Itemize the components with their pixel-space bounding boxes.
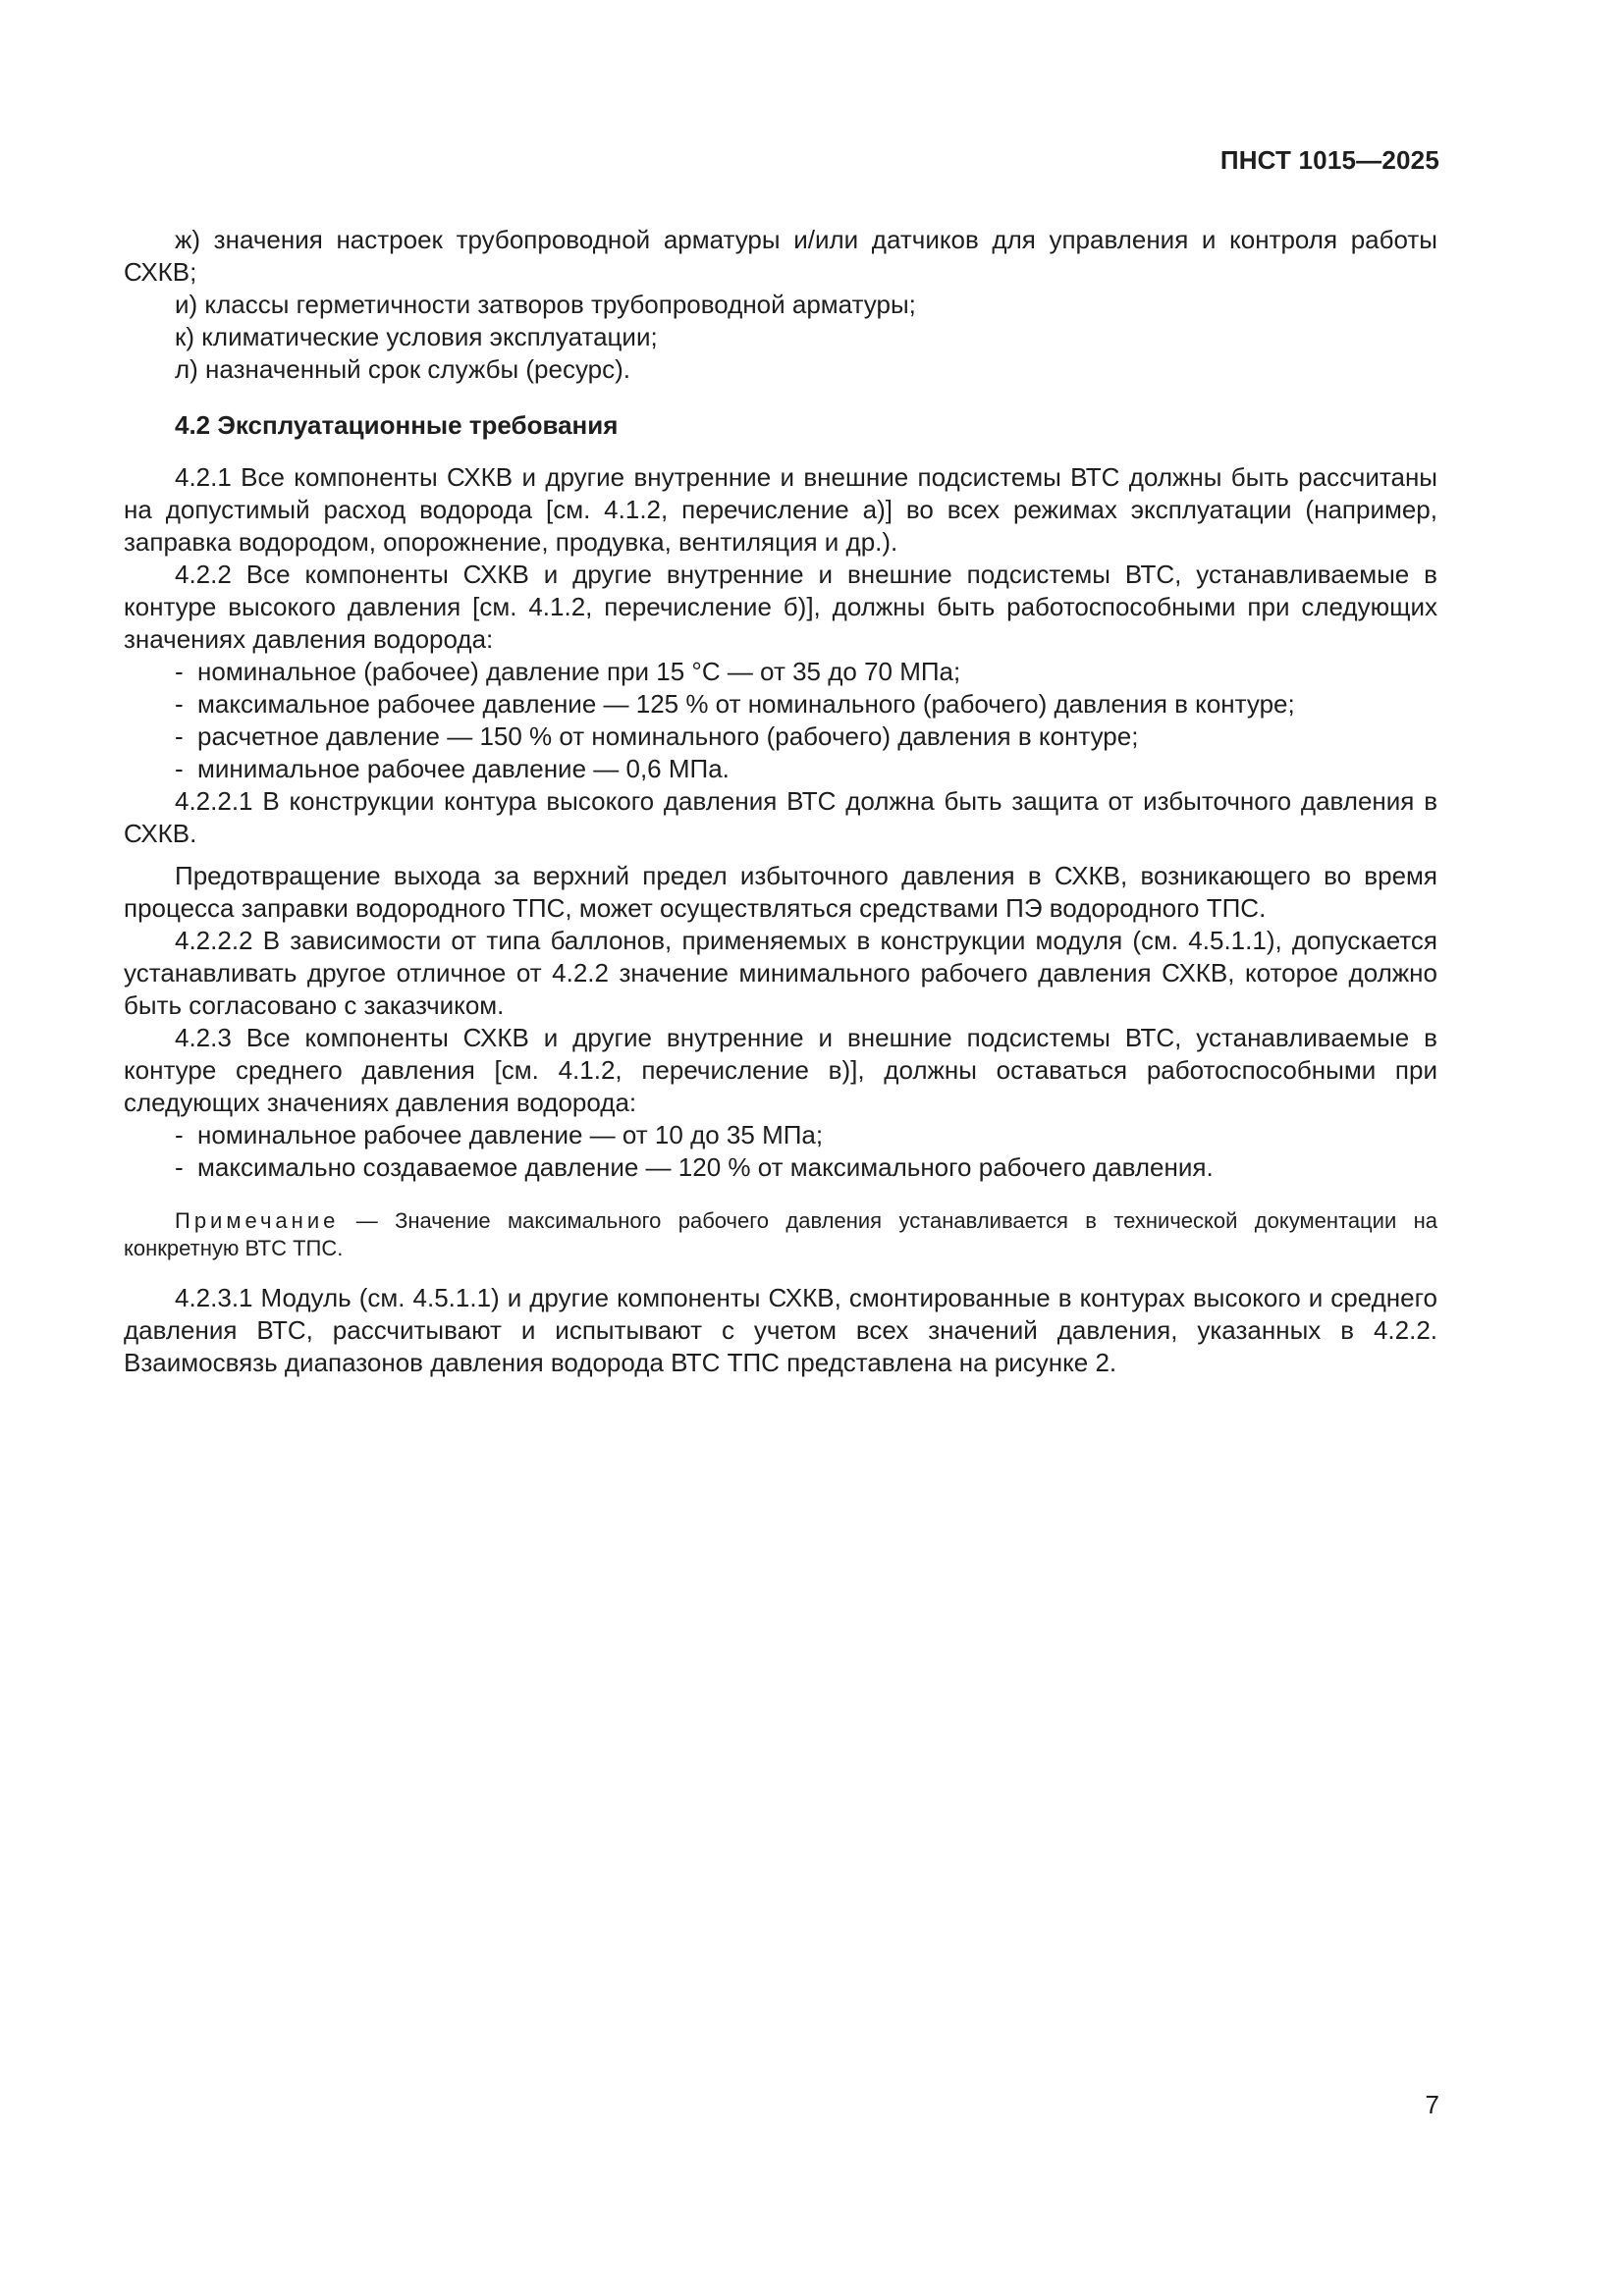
paragraph-4-2-2-2: 4.2.2.2 В зависимости от типа баллонов, применяемых в конструкции модуля (см. 4.5.1.1), допускается устанавливать другое отличное от 4.2.2 значение минимального рабочего давления СХКВ, которое должно быть согласовано с заказчиком. [124, 926, 1437, 1020]
note-text: — Значение максимального рабочего давления устанавливается в технической документации на конкретную ВТС ТПС. [124, 1208, 1437, 1260]
list-item-zh: ж) значения настроек трубопроводной арматуры и/или датчиков для управления и контроля работы СХКВ; [124, 225, 1437, 287]
pressure-list-item [124, 688, 1437, 721]
paragraph-overpressure-prevention: Предотвращение выхода за верхний предел избыточного давления в СХКВ, возникающего во время процесса заправки водородного ТПС, может осуществляться средствами ПЭ водородного ТПС. [124, 861, 1437, 923]
list-item-text: расчетное давление — 150 % от номинального (рабочего) давления в контуре; [197, 721, 1139, 751]
document-body [124, 224, 1437, 1379]
list-item-text: максимально создаваемое давление — 120 % от максимального рабочего давления. [197, 1152, 1214, 1182]
list-dash: - [175, 1120, 184, 1149]
list-dash: - [175, 721, 184, 751]
document-id-header: ПНСТ 1015—2025 [1219, 145, 1439, 175]
paragraph-4-2-3-1: 4.2.3.1 Модуль (см. 4.5.1.1) и другие компоненты СХКВ, смонтированные в контурах высокого и среднего давления ВТС, рассчитывают и испытывают с учетом всех значений давления, указанных в 4.2.2. Взаимосвязь диапазонов давления водорода ВТС ТПС представлена на рисунке 2. [124, 1283, 1437, 1377]
page-number: 7 [1425, 2090, 1439, 2119]
list-dash: - [175, 1152, 184, 1182]
list-item-l: л) назначенный срок службы (ресурс). [175, 354, 631, 384]
list-item-text: максимальное рабочее давление — 125 % от номинального (рабочего) давления в контуре; [197, 689, 1295, 719]
list-item-text: номинальное (рабочее) давление при 15 °С — от 35 до 70 МПа; [197, 657, 961, 686]
pressure-list-item [124, 656, 1437, 688]
paragraph-4-2-2-1: 4.2.2.1 В конструкции контура высокого давления ВТС должна быть защита от избыточного давления в СХКВ. [124, 786, 1437, 848]
note-label: Примечание [175, 1208, 340, 1233]
list-item-i: и) классы герметичности затворов трубопроводной арматуры; [175, 290, 916, 319]
note [124, 1207, 1437, 1262]
list-dash: - [175, 657, 184, 686]
pressure-list-item [124, 721, 1437, 753]
list-dash: - [175, 754, 184, 783]
list-dash: - [175, 689, 184, 719]
section-heading: 4.2 Эксплуатационные требования [175, 410, 619, 440]
paragraph-4-2-3: 4.2.3 Все компоненты СХКВ и другие внутренние и внешние подсистемы ВТС, устанавливаемые в контуре среднего давления [см. 4.1.2, перечисление в)], должны оставаться работоспособными при следующих значениях давления водорода: [124, 1023, 1437, 1117]
list-item-text: минимальное рабочее давление — 0,6 МПа. [197, 754, 730, 783]
paragraph-4-2-1: 4.2.1 Все компоненты СХКВ и другие внутренние и внешние подсистемы ВТС должны быть рассчитаны на допустимый расход водорода [см. 4.1.2, перечисление а)] во всех режимах эксплуатации (например, заправка водородом, опорожнение, продувка, вентиляция и др.). [124, 462, 1437, 557]
pressure-list-item [124, 753, 1437, 785]
list-item-k: к) климатические условия эксплуатации; [175, 322, 658, 351]
paragraph-4-2-2: 4.2.2 Все компоненты СХКВ и другие внутренние и внешние подсистемы ВТС, устанавливаемые в контуре высокого давления [см. 4.1.2, перечисление б)], должны быть работоспособными при следующих значениях давления водорода: [124, 560, 1437, 654]
list-item-text: номинальное рабочее давление — от 10 до 35 МПа; [197, 1120, 824, 1149]
medium-pressure-list-item [124, 1151, 1437, 1184]
medium-pressure-list-item [124, 1119, 1437, 1151]
